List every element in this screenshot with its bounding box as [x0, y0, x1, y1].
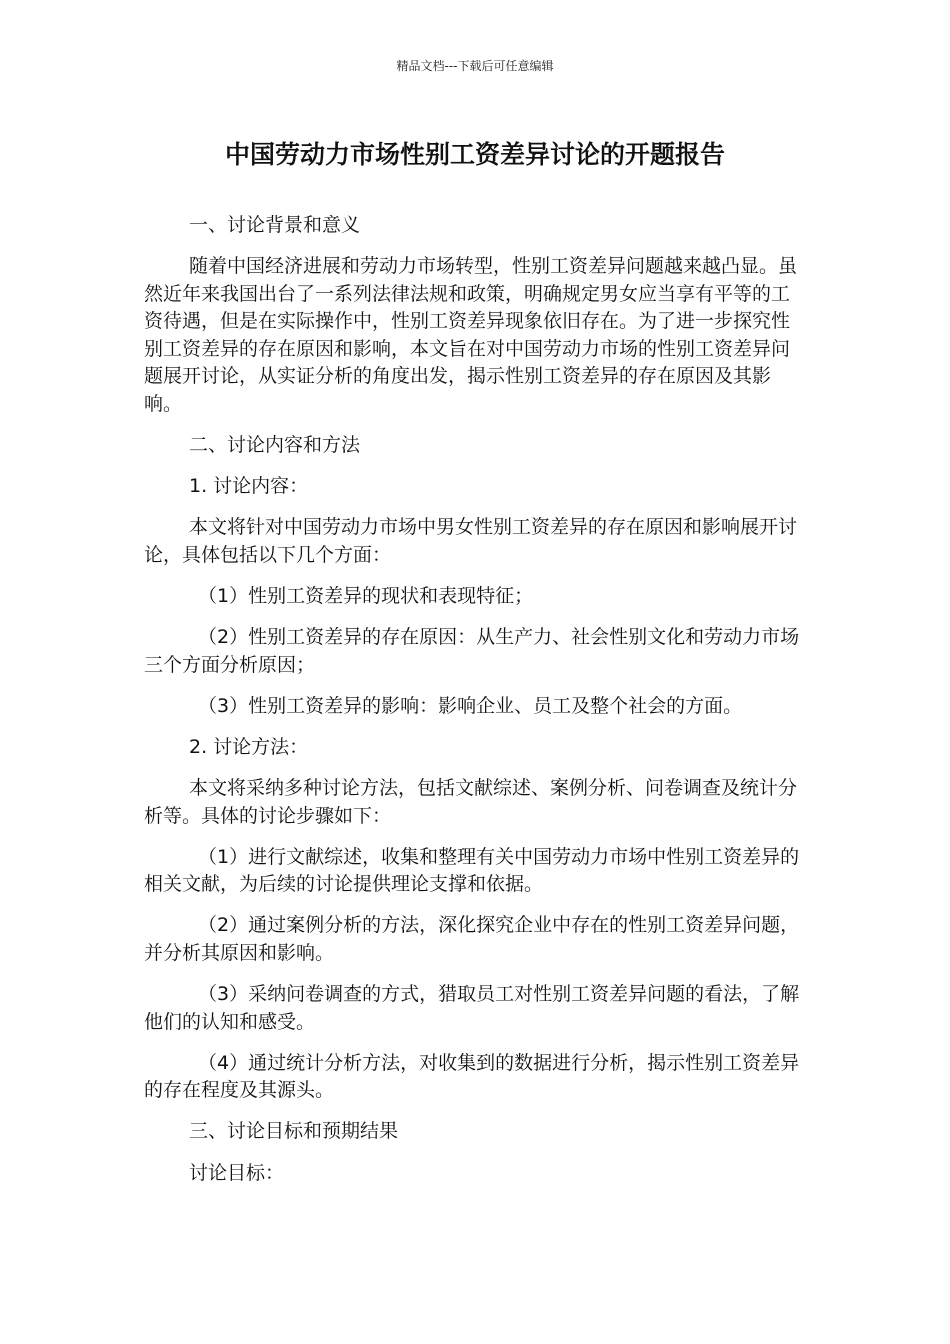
method-item: （1）进行文献综述，收集和整理有关中国劳动力市场中性别工资差异的相关文献，为后续的讨论提供理论支撑和依据。 [144, 845, 800, 896]
subheading-content: 1. 讨论内容： [189, 475, 309, 498]
content-item: （1）性别工资差异的现状和表现特征； [198, 585, 534, 608]
goal-label: 讨论目标： [189, 1161, 285, 1184]
document-title: 中国劳动力市场性别工资差异讨论的开题报告 [224, 140, 725, 169]
section-heading-3: 三、讨论目标和预期结果 [189, 1120, 399, 1143]
content-item: （3）性别工资差异的影响：影响企业、员工及整个社会的方面。 [198, 694, 743, 717]
section-heading-1: 一、讨论背景和意义 [189, 214, 361, 236]
background-paragraph: 随着中国经济进展和劳动力市场转型，性别工资差异问题越来越凸显。虽然近年来我国出台了一系列法律法规和政策，明确规定男女应当享有平等的工资待遇，但是在实际操作中，性别工资差异现象依旧存在。为了进一步探究性别工资差异的存在原因和影响，本文旨在对中国劳动力市场的性别工资差异问题展开讨论，从实证分析的角度出发，揭示性别工资差异的存在原因及其影响。 [144, 255, 798, 416]
document-body [144, 212, 806, 1201]
subheading-method: 2. 讨论方法： [189, 735, 309, 758]
content-paragraph: 本文将针对中国劳动力市场中男女性别工资差异的存在原因和影响展开讨论，具体包括以下几个方面： [144, 516, 798, 566]
section-heading-2: 二、讨论内容和方法 [189, 434, 361, 457]
header-note: 精品文档---下载后可任意编辑 [396, 59, 554, 73]
method-paragraph: 本文将采纳多种讨论方法，包括文献综述、案例分析、问卷调查及统计分析等。具体的讨论步骤如下： [144, 777, 798, 827]
method-item: （3）采纳问卷调查的方式，猎取员工对性别工资差异问题的看法，了解他们的认知和感受。 [144, 983, 800, 1033]
content-item: （2）性别工资差异的存在原因：从生产力、社会性别文化和劳动力市场三个方面分析原因； [144, 626, 800, 676]
method-item: （4）通过统计分析方法，对收集到的数据进行分析，揭示性别工资差异的存在程度及其源头。 [144, 1051, 800, 1102]
method-item: （2）通过案例分析的方法，深化探究企业中存在的性别工资差异问题，并分析其原因和影响。 [144, 914, 800, 964]
